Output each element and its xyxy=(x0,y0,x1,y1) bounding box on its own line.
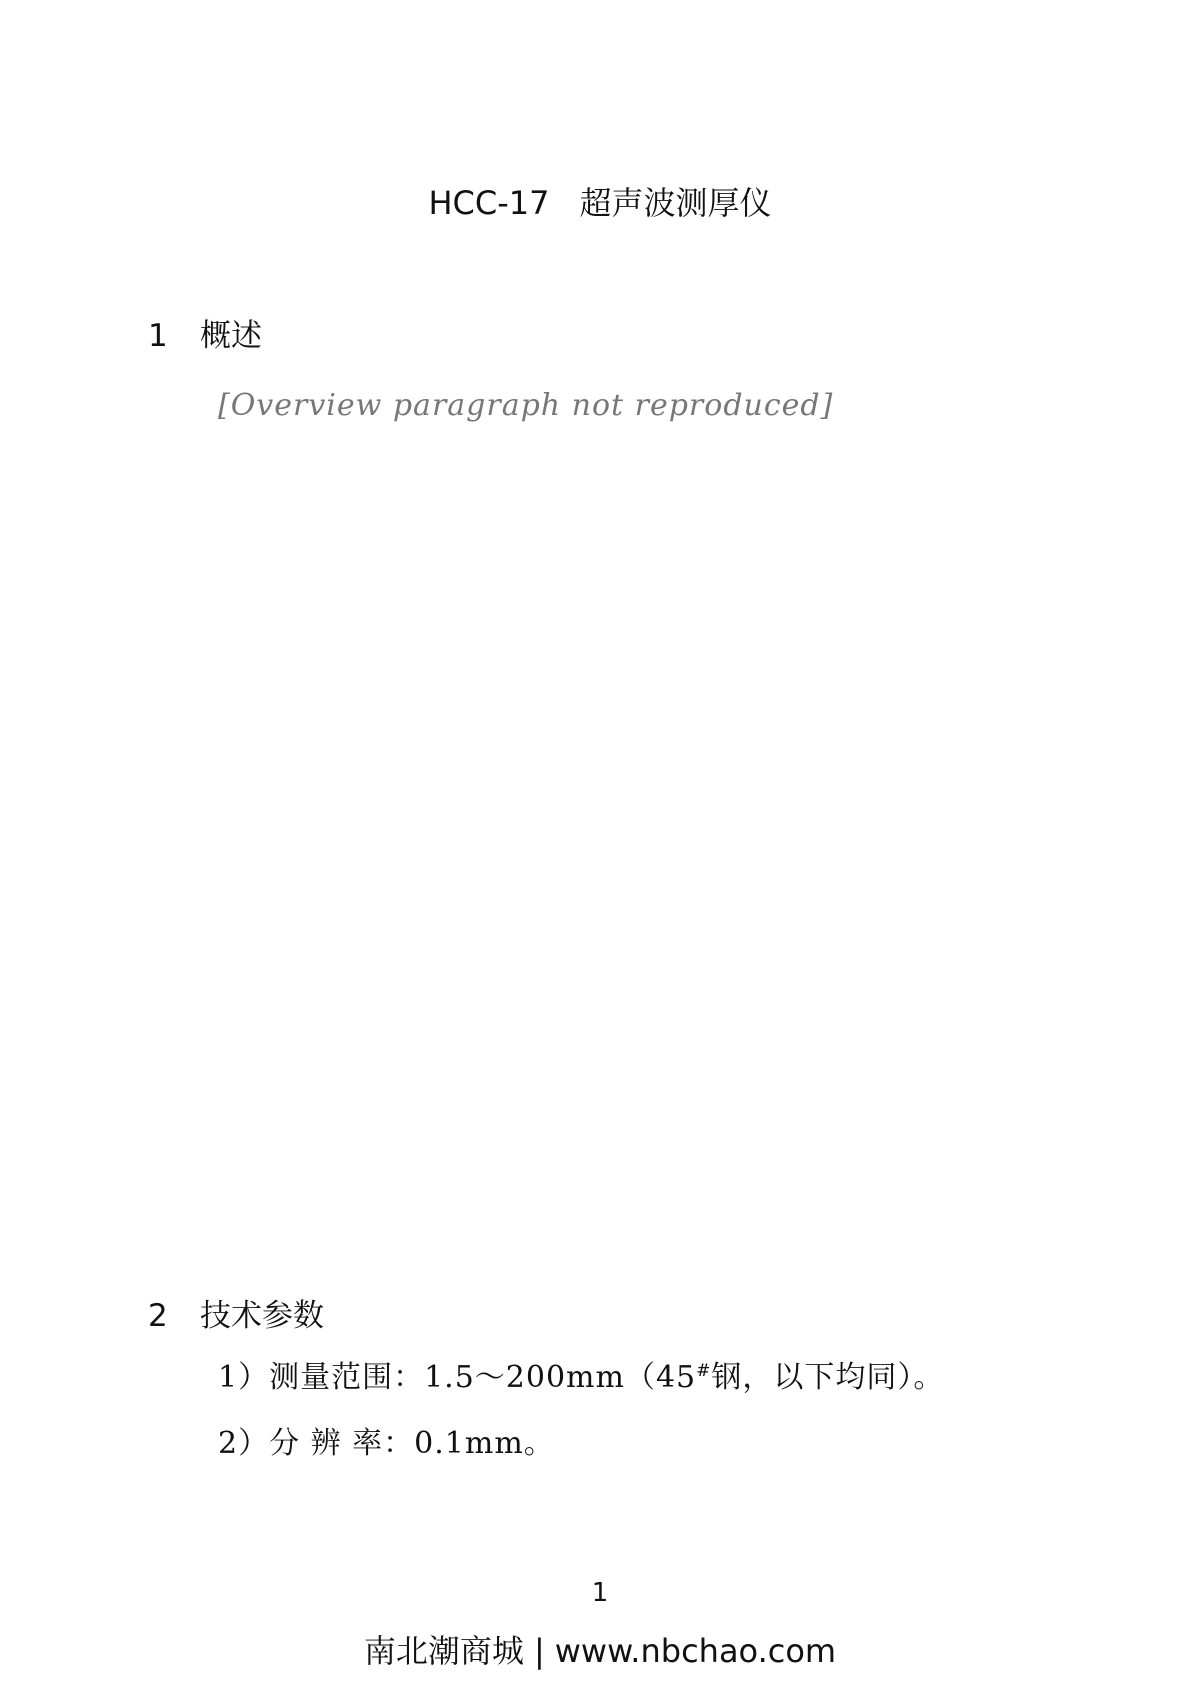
section-1-title: 概述 xyxy=(200,318,262,354)
document-title xyxy=(0,178,1200,224)
param-1-suffix: 钢，以下均同）。 xyxy=(711,1360,945,1395)
section-2-title: 技术参数 xyxy=(200,1298,324,1334)
param-resolution: 2）分 辨 率：0.1mm。 xyxy=(218,1426,555,1461)
param-measuring-range xyxy=(218,1352,944,1396)
section-2-number: 2 xyxy=(148,1298,168,1334)
section-2-heading xyxy=(148,1290,324,1335)
section-1-heading xyxy=(148,310,262,355)
footer-brand: 南北潮商城 xyxy=(363,1632,524,1670)
footer-branding xyxy=(0,1626,1200,1672)
section-1-number: 1 xyxy=(148,318,168,354)
page-number: 1 xyxy=(591,1578,609,1608)
title-model-code: HCC-17 xyxy=(428,184,550,222)
param-1-text: 1）测量范围：1.5～200mm（45 xyxy=(218,1360,697,1395)
title-product-name: 超声波测厚仪 xyxy=(579,184,772,222)
param-1-superscript: # xyxy=(696,1361,712,1381)
footer-url: www.nbchao.com xyxy=(554,1632,837,1670)
overview-paragraph: [Overview paragraph not reproduced] xyxy=(218,388,834,423)
footer-separator: | xyxy=(533,1632,545,1670)
